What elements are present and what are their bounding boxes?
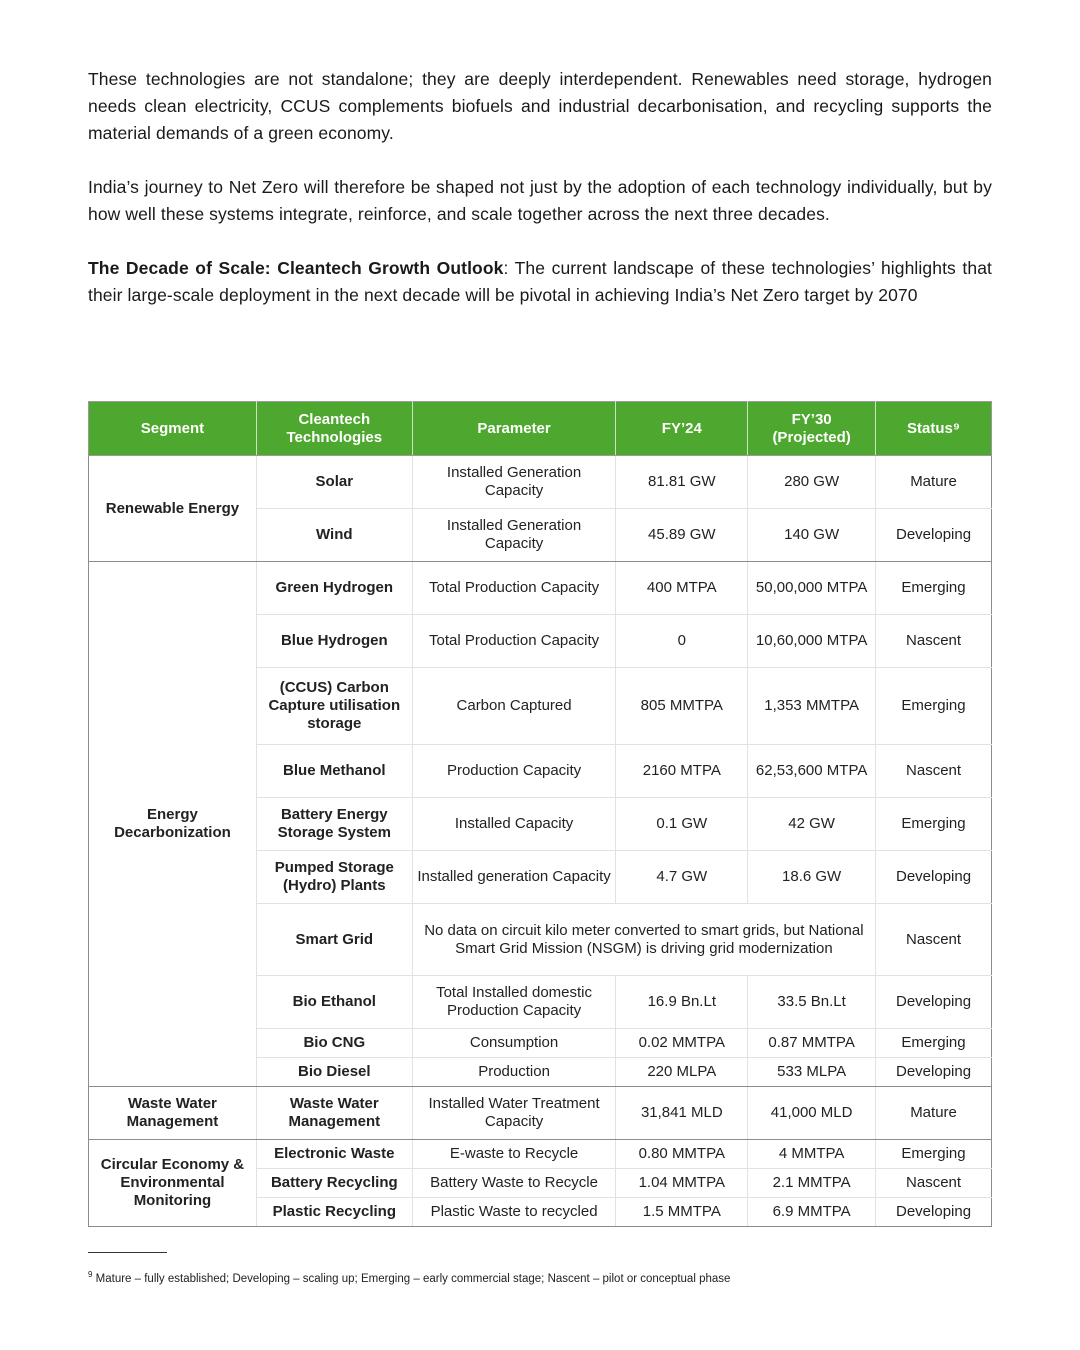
status-cell: Mature — [876, 1087, 992, 1140]
tech-cell: Bio CNG — [256, 1029, 412, 1058]
fy30-cell: 533 MLPA — [748, 1058, 876, 1087]
tech-cell: (CCUS) Carbon Capture utilisation storage — [256, 668, 412, 745]
table-row — [89, 456, 992, 509]
fy24-cell: 16.9 Bn.Lt — [616, 976, 748, 1029]
status-cell: Emerging — [876, 668, 992, 745]
tech-cell: Green Hydrogen — [256, 562, 412, 615]
param-cell-merged: No data on circuit kilo meter converted to smart grids, but National Smart Grid Mission (NSGM) is driving grid modernization — [412, 904, 875, 976]
fy24-cell: 45.89 GW — [616, 509, 748, 562]
table-row — [89, 1140, 992, 1169]
footnote-divider — [88, 1252, 167, 1253]
status-cell: Nascent — [876, 904, 992, 976]
header-segment: Segment — [89, 402, 257, 456]
segment-energy-decarbonization: Energy Decarbonization — [89, 562, 257, 1087]
status-cell: Emerging — [876, 562, 992, 615]
fy30-cell: 1,353 MMTPA — [748, 668, 876, 745]
fy24-cell: 1.5 MMTPA — [616, 1198, 748, 1227]
tech-cell: Smart Grid — [256, 904, 412, 976]
status-cell: Developing — [876, 976, 992, 1029]
header-parameter: Parameter — [412, 402, 616, 456]
footnote-text: Mature – fully established; Developing – scaling up; Emerging – early commercial stage; Nascent – pilot or conceptual phase — [92, 1272, 731, 1285]
table-row — [89, 1087, 992, 1140]
tech-cell: Wind — [256, 509, 412, 562]
header-fy30: FY’30 (Projected) — [748, 402, 876, 456]
status-cell: Nascent — [876, 745, 992, 798]
param-cell: Consumption — [412, 1029, 616, 1058]
segment-waste-water: Waste Water Management — [89, 1087, 257, 1140]
fy30-cell: 42 GW — [748, 798, 876, 851]
param-cell: Installed Water Treatment Capacity — [412, 1087, 616, 1140]
table-row — [89, 562, 992, 615]
status-cell: Mature — [876, 456, 992, 509]
tech-cell: Battery Recycling — [256, 1169, 412, 1198]
fy30-cell: 18.6 GW — [748, 851, 876, 904]
param-cell: Installed Generation Capacity — [412, 509, 616, 562]
status-cell: Emerging — [876, 1029, 992, 1058]
header-fy24: FY’24 — [616, 402, 748, 456]
fy24-cell: 2160 MTPA — [616, 745, 748, 798]
fy30-cell: 0.87 MMTPA — [748, 1029, 876, 1058]
fy24-cell: 31,841 MLD — [616, 1087, 748, 1140]
paragraph-net-zero-journey: India’s journey to Net Zero will therefore be shaped not just by the adoption of each technology individually, but by how well these systems integrate, reinforce, and scale together across the next three decades. — [88, 177, 992, 224]
fy24-cell: 400 MTPA — [616, 562, 748, 615]
status-cell: Nascent — [876, 1169, 992, 1198]
status-cell: Nascent — [876, 615, 992, 668]
cleantech-outlook-table — [88, 401, 992, 1227]
fy30-cell: 50,00,000 MTPA — [748, 562, 876, 615]
param-cell: Production Capacity — [412, 745, 616, 798]
header-technologies: Cleantech Technologies — [256, 402, 412, 456]
status-cell: Developing — [876, 1198, 992, 1227]
fy24-cell: 0.1 GW — [616, 798, 748, 851]
fy30-cell: 2.1 MMTPA — [748, 1169, 876, 1198]
body-text — [88, 66, 992, 309]
fy30-cell: 41,000 MLD — [748, 1087, 876, 1140]
fy24-cell: 220 MLPA — [616, 1058, 748, 1087]
param-cell: Carbon Captured — [412, 668, 616, 745]
param-cell: Installed Capacity — [412, 798, 616, 851]
tech-cell: Blue Hydrogen — [256, 615, 412, 668]
tech-cell: Pumped Storage (Hydro) Plants — [256, 851, 412, 904]
tech-cell: Solar — [256, 456, 412, 509]
tech-cell: Waste Water Management — [256, 1087, 412, 1140]
param-cell: E-waste to Recycle — [412, 1140, 616, 1169]
fy30-cell: 140 GW — [748, 509, 876, 562]
param-cell: Installed generation Capacity — [412, 851, 616, 904]
decade-of-scale-text: : The current landscape of these technologies’ highlights that their large-scale deployment in the next decade will be pivotal in achieving India’s Net Zero target by 2070 — [88, 258, 992, 305]
fy24-cell: 4.7 GW — [616, 851, 748, 904]
param-cell: Total Production Capacity — [412, 562, 616, 615]
table-header-row — [89, 402, 992, 456]
fy30-cell: 6.9 MMTPA — [748, 1198, 876, 1227]
fy24-cell: 805 MMTPA — [616, 668, 748, 745]
fy30-cell: 62,53,600 MTPA — [748, 745, 876, 798]
param-cell: Total Production Capacity — [412, 615, 616, 668]
header-status: Status⁹ — [876, 402, 992, 456]
fy24-cell: 1.04 MMTPA — [616, 1169, 748, 1198]
fy30-cell: 10,60,000 MTPA — [748, 615, 876, 668]
status-cell: Developing — [876, 509, 992, 562]
fy30-cell: 4 MMTPA — [748, 1140, 876, 1169]
param-cell: Installed Generation Capacity — [412, 456, 616, 509]
segment-circular-economy: Circular Economy & Environmental Monitoring — [89, 1140, 257, 1227]
paragraph-decade-of-scale — [88, 255, 992, 309]
param-cell: Production — [412, 1058, 616, 1087]
fy24-cell: 81.81 GW — [616, 456, 748, 509]
status-cell: Emerging — [876, 1140, 992, 1169]
footnote-marker: 9 — [88, 1270, 93, 1279]
param-cell: Plastic Waste to recycled — [412, 1198, 616, 1227]
status-cell: Developing — [876, 1058, 992, 1087]
fy24-cell: 0 — [616, 615, 748, 668]
tech-cell: Plastic Recycling — [256, 1198, 412, 1227]
paragraph-interdependence: These technologies are not standalone; they are deeply interdependent. Renewables need storage, hydrogen needs clean electricity, CCUS complements biofuels and industrial decarbonisation, and recycling supports the material demands of a green economy. — [88, 69, 992, 143]
param-cell: Total Installed domestic Production Capacity — [412, 976, 616, 1029]
segment-renewable-energy: Renewable Energy — [89, 456, 257, 562]
fy30-cell: 33.5 Bn.Lt — [748, 976, 876, 1029]
status-cell: Developing — [876, 851, 992, 904]
fy24-cell: 0.02 MMTPA — [616, 1029, 748, 1058]
tech-cell: Blue Methanol — [256, 745, 412, 798]
param-cell: Battery Waste to Recycle — [412, 1169, 616, 1198]
fy24-cell: 0.80 MMTPA — [616, 1140, 748, 1169]
tech-cell: Bio Diesel — [256, 1058, 412, 1087]
status-cell: Emerging — [876, 798, 992, 851]
tech-cell: Electronic Waste — [256, 1140, 412, 1169]
fy30-cell: 280 GW — [748, 456, 876, 509]
tech-cell: Battery Energy Storage System — [256, 798, 412, 851]
footnote — [88, 1270, 730, 1285]
tech-cell: Bio Ethanol — [256, 976, 412, 1029]
decade-of-scale-heading: The Decade of Scale: Cleantech Growth Outlook — [88, 258, 504, 278]
